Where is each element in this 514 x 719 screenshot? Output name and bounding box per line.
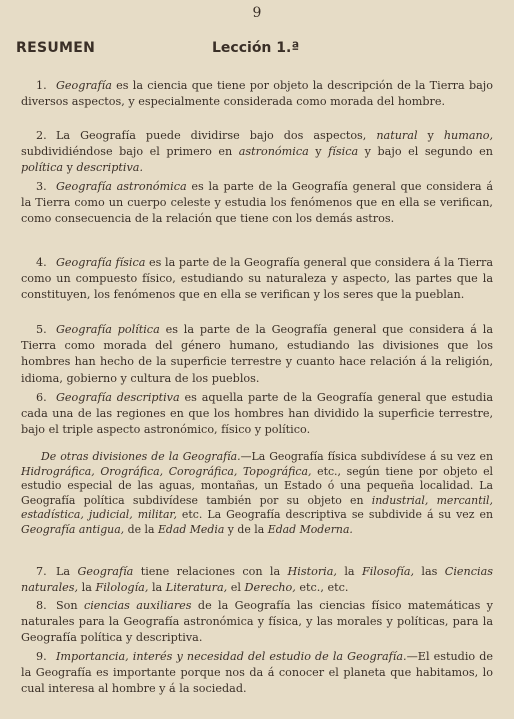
text-run: Son bbox=[56, 599, 84, 612]
italic-term: Geografía descriptiva bbox=[56, 391, 180, 404]
page-header bbox=[16, 40, 498, 60]
paragraph-number: 4. bbox=[36, 256, 47, 269]
text-run: subdividiéndose bajo el primero en bbox=[21, 145, 239, 159]
text-run: la bbox=[148, 581, 166, 595]
text-run: es la parte de la Geografía general que considera á la Tierra como un cuerpo celeste y estudia los fenómenos que en ella se verifican, como consecuencia de la relación que tiene con los demás astros. bbox=[21, 180, 493, 226]
text-run: la bbox=[336, 565, 362, 578]
italic-term: ciencias auxiliares bbox=[83, 599, 192, 612]
text-run: La Geografía puede dividirse bajo dos aspectos, bbox=[56, 129, 377, 142]
text-run: la bbox=[78, 581, 96, 595]
italic-term: física bbox=[328, 145, 359, 159]
summary-paragraph-9 bbox=[21, 649, 493, 698]
summary-paragraph-6 bbox=[21, 390, 493, 439]
text-run: de la Geografía las ciencias físico matemáticas y naturales para la Geografía astronómica y física, y las morales y políticas, para la Geografía política y descriptiva. bbox=[21, 599, 493, 645]
summary-paragraph-4 bbox=[21, 255, 493, 304]
italic-term: Geografía astronómica bbox=[56, 180, 187, 193]
paragraph-number: 2. bbox=[36, 129, 47, 142]
paragraph-number: 3. bbox=[36, 180, 47, 193]
italic-term: Edad Media bbox=[157, 522, 225, 536]
text-run: —El estudio de la Geografía es importante porque nos da á conocer el planeta que habitamos, lo cual interesa al hombre y á la sociedad. bbox=[21, 650, 493, 696]
text-run: y bbox=[63, 161, 77, 175]
text-run: etc. La Geografía descriptiva se subdivide á su vez en bbox=[176, 508, 493, 521]
paragraph-number: 1. bbox=[36, 79, 47, 92]
italic-term: Filología, bbox=[95, 581, 149, 595]
italic-term: Literatura, bbox=[165, 581, 228, 595]
summary-paragraph-7 bbox=[21, 564, 493, 596]
text-run: y bajo el segundo en bbox=[358, 145, 494, 159]
page-number: 9 bbox=[252, 5, 262, 21]
paragraph-number: 7. bbox=[36, 565, 47, 578]
italic-term: industrial, mercantil, estadística, judicial, militar, bbox=[21, 493, 493, 521]
text-run: el bbox=[227, 581, 245, 595]
text-run: las bbox=[414, 565, 445, 578]
text-run: es aquella parte de la Geografía general que estudia cada una de las regiones en que los hombres han dividido la superficie terrestre, bajo el triple aspecto astronómico, físico y político. bbox=[21, 391, 494, 437]
text-run: —La Geografía física subdivídese á su vez en bbox=[240, 450, 493, 463]
italic-term: Edad Moderna. bbox=[267, 522, 353, 536]
summary-paragraph-5 bbox=[21, 322, 493, 387]
italic-term: De otras divisiones de la Geografía. bbox=[41, 450, 241, 463]
paragraph-number: 6. bbox=[36, 391, 47, 404]
summary-paragraph-2 bbox=[21, 128, 493, 177]
text-run: y bbox=[308, 145, 329, 159]
paragraph-number: 5. bbox=[36, 323, 47, 336]
text-run: tiene relaciones con la bbox=[133, 565, 288, 578]
italic-term: Geografía bbox=[56, 79, 112, 92]
divisions-note bbox=[21, 450, 493, 537]
italic-term: Filosofía, bbox=[361, 565, 415, 578]
paragraph-number: 8. bbox=[36, 599, 47, 612]
text-run: y de la bbox=[224, 522, 268, 536]
italic-term: Geografía antigua, bbox=[21, 522, 125, 536]
italic-term: humano, bbox=[443, 129, 493, 142]
summary-paragraph-3 bbox=[21, 179, 493, 228]
text-run: es la parte de la Geografía general que considera á la Tierra como un compuesto físico, estudiando su naturaleza y aspecto, las partes que la constituyen, los fenómenos que en ella se verifican y los seres que la pueblan. bbox=[21, 256, 493, 302]
text-run: etc., etc. bbox=[295, 581, 349, 595]
summary-paragraph-8 bbox=[21, 598, 493, 647]
italic-term: Geografía bbox=[77, 565, 134, 578]
text-run: es la ciencia que tiene por objeto la descripción de la Tierra bajo diversos aspectos, y especialmente considerada como morada del hombre. bbox=[21, 79, 493, 109]
italic-term: política bbox=[21, 161, 64, 175]
italic-term: Historia, bbox=[287, 565, 337, 578]
italic-term: Hidrográfica, Orográfica, Corográfica, Topográfica, bbox=[21, 464, 312, 478]
section-title: RESUMEN bbox=[16, 40, 96, 56]
italic-term: natural bbox=[376, 129, 418, 142]
text-run: La bbox=[56, 565, 78, 578]
italic-term: Geografía política bbox=[56, 323, 160, 336]
text-run: de la bbox=[124, 522, 158, 536]
summary-paragraph-1 bbox=[21, 78, 493, 110]
italic-term: Ciencias naturales, bbox=[21, 565, 493, 595]
italic-term: Geografía física bbox=[56, 256, 146, 269]
paragraph-number: 9. bbox=[36, 650, 47, 663]
italic-term: descriptiva. bbox=[76, 161, 143, 175]
lesson-title: Lección 1.ª bbox=[212, 40, 300, 56]
text-run: etc., según tiene por objeto el estudio especial de las aguas, montañas, un Estado ó una pequeña localidad. La Geografía política subdivídese también por su objeto en bbox=[21, 464, 493, 507]
italic-term: Derecho, bbox=[244, 581, 296, 595]
italic-term: astronómica bbox=[238, 145, 309, 159]
text-run: es la parte de la Geografía general que considera á la Tierra como morada del género humano, estudiando las divisiones que los hombres han hecho de la superficie terrestre y cuanto hace relación á la religión, idioma, gobierno y cultura de los pueblos. bbox=[21, 323, 493, 385]
text-run: y bbox=[417, 129, 444, 142]
italic-term: Importancia, interés y necesidad del estudio de la Geografía. bbox=[56, 650, 407, 663]
